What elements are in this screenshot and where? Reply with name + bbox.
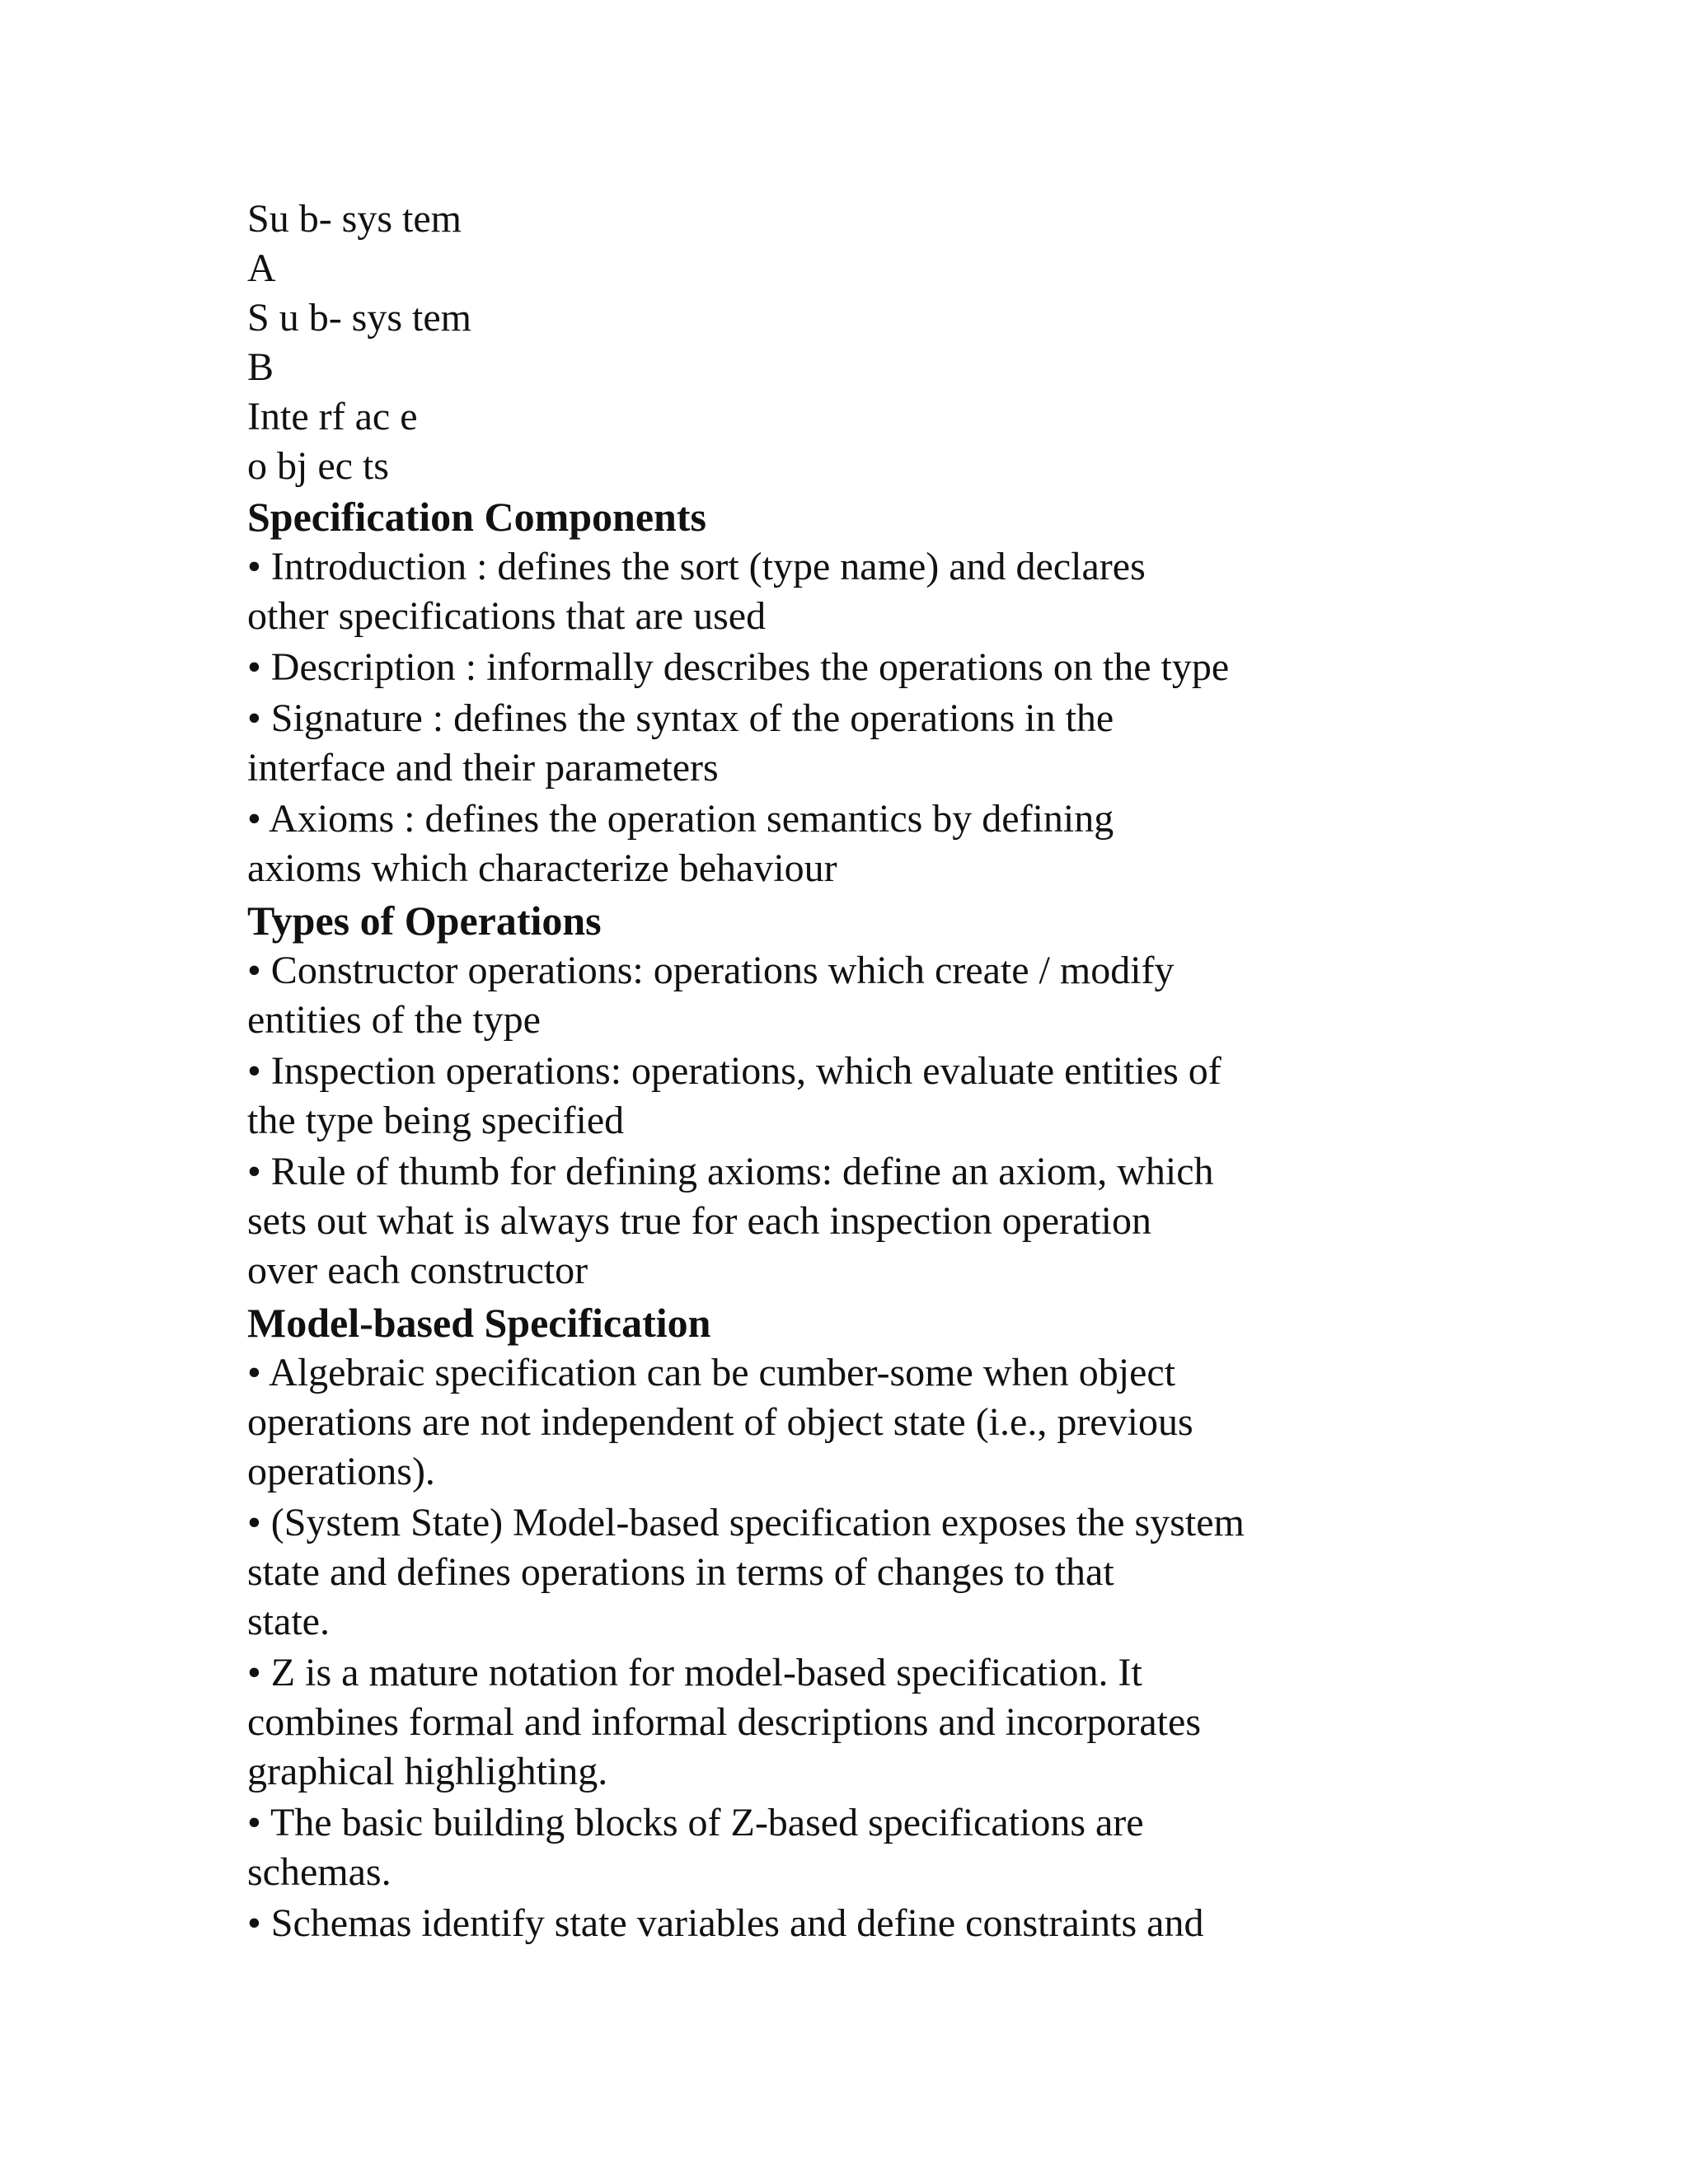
bullet-item — [247, 1147, 1335, 1296]
bullet-line: • (System State) Model-based specification exposes the system — [247, 1501, 1245, 1544]
section-specification-components — [247, 491, 1335, 893]
bullet-line: graphical highlighting. — [247, 1750, 608, 1793]
bullet-line: combines formal and informal descriptions and incorporates — [247, 1700, 1201, 1744]
subsystem-a-label-line2: A — [247, 246, 276, 290]
bullet-item — [247, 542, 1335, 641]
section-heading: Types of Operations — [247, 898, 602, 944]
bullet-line: • Signature : defines the syntax of the operations in the — [247, 696, 1114, 740]
bullet-line: • Inspection operations: operations, which evaluate entities of — [247, 1049, 1221, 1093]
bullet-line: entities of the type — [247, 998, 541, 1042]
bullet-line: schemas. — [247, 1850, 392, 1894]
subsystem-a-label-line1: Su b- sys tem — [247, 197, 462, 241]
bullet-item — [247, 1047, 1335, 1146]
bullet-line: • Schemas identify state variables and define constraints and — [247, 1901, 1204, 1945]
bullet-item — [247, 946, 1335, 1045]
section-model-based-specification — [247, 1297, 1335, 1948]
bullet-line: state and defines operations in terms of changes to that — [247, 1550, 1114, 1594]
bullet-item — [247, 643, 1335, 692]
bullet-item — [247, 1648, 1335, 1797]
bullet-line: • Constructor operations: operations which create / modify — [247, 949, 1175, 992]
section-heading: Model-based Specification — [247, 1300, 711, 1346]
bullet-item — [247, 1899, 1335, 1948]
bullet-item — [247, 794, 1335, 893]
interface-objects-label-line2: o bj ec ts — [247, 444, 389, 488]
interface-objects-label-line1: Inte rf ac e — [247, 395, 418, 438]
bullet-item — [247, 1348, 1335, 1497]
diagram-labels — [247, 194, 1335, 491]
bullet-line: the type being specified — [247, 1099, 625, 1142]
bullet-line: • Rule of thumb for defining axioms: define an axiom, which — [247, 1150, 1214, 1193]
bullet-line: other specifications that are used — [247, 594, 767, 638]
bullet-line: over each constructor — [247, 1249, 588, 1292]
bullet-line: • Z is a mature notation for model-based specification. It — [247, 1651, 1142, 1694]
bullet-line: operations are not independent of object state (i.e., previous — [247, 1400, 1193, 1444]
bullet-line: operations). — [247, 1450, 435, 1493]
section-heading: Specification Components — [247, 494, 706, 540]
bullet-line: interface and their parameters — [247, 746, 719, 790]
bullet-line: sets out what is always true for each inspection operation — [247, 1199, 1152, 1243]
section-types-of-operations — [247, 895, 1335, 1296]
bullet-line: • The basic building blocks of Z-based specifications are — [247, 1801, 1144, 1844]
subsystem-b-label-line2: B — [247, 345, 274, 389]
bullet-line: • Algebraic specification can be cumber-some when object — [247, 1351, 1176, 1394]
bullet-line: state. — [247, 1600, 330, 1643]
bullet-line: • Axioms : defines the operation semantics by defining — [247, 797, 1114, 841]
bullet-item — [247, 1498, 1335, 1647]
subsystem-b-label-line1: S u b- sys tem — [247, 296, 472, 340]
bullet-item — [247, 694, 1335, 793]
bullet-line: • Description : informally describes the operations on the type — [247, 645, 1230, 689]
bullet-line: • Introduction : defines the sort (type name) and declares — [247, 545, 1146, 588]
document-page — [247, 194, 1335, 1950]
bullet-line: axioms which characterize behaviour — [247, 846, 837, 890]
bullet-item — [247, 1798, 1335, 1897]
